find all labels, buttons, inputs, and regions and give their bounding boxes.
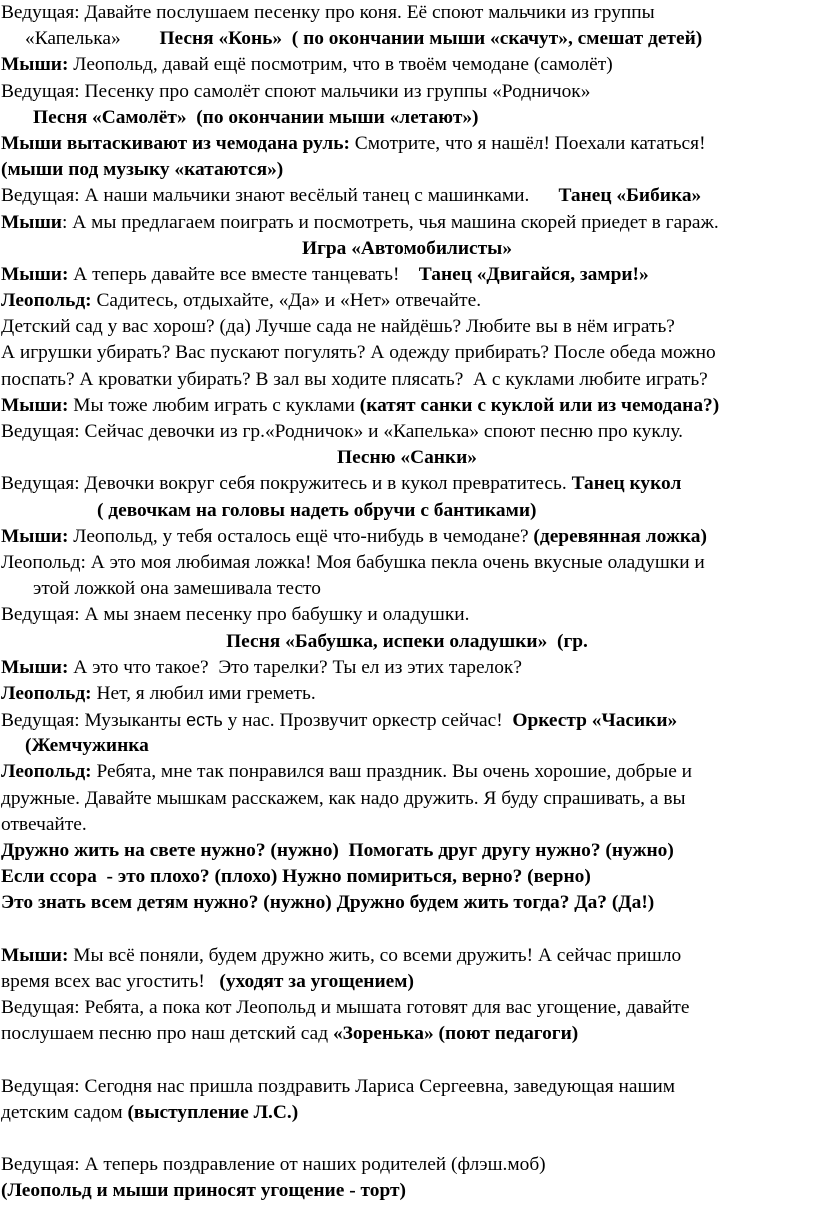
text-line xyxy=(1,262,813,288)
bold-text: Песня «Бабушка, испеки оладушки» (гр. xyxy=(226,630,588,652)
text-line xyxy=(1,340,813,366)
text-line xyxy=(1,210,813,236)
text-line xyxy=(1,1100,813,1126)
text-run: : А мы предлагаем поиграть и посмотреть, чья машина скорей приедет в гараж. xyxy=(61,211,719,233)
text-run: Ведущая: Сегодня нас пришла поздравить Лариса Сергеевна, заведующая нашим xyxy=(1,1075,676,1097)
text-line xyxy=(1,471,813,497)
text-run: Смотрите, что я нашёл! Поехали кататься! xyxy=(349,132,706,154)
bold-text: Песню «Санки» xyxy=(337,447,477,469)
bold-text: Танец «Двигайся, замри!» xyxy=(418,263,649,285)
text-line xyxy=(1,314,813,340)
text-line xyxy=(1,812,813,838)
text-line xyxy=(1,367,813,393)
bold-text: Танец кукол xyxy=(571,473,682,495)
bold-text: (выступление Л.С.) xyxy=(127,1101,299,1123)
text-run: Ведущая: Песенку про самолёт споют мальчики из группы «Родничок» xyxy=(1,80,591,102)
bold-text: (Жемчужинка xyxy=(25,735,149,757)
text-line xyxy=(1,707,813,733)
bold-text: Мыши: xyxy=(1,525,69,547)
text-run: время всех вас угостить! xyxy=(1,970,220,992)
blank-line xyxy=(1,917,813,943)
text-line xyxy=(1,629,813,655)
text-line xyxy=(1,183,813,209)
bold-text: Мыши: xyxy=(1,944,69,966)
bold-text: Мыши: xyxy=(1,263,69,285)
bold-text: Леопольд: xyxy=(1,761,92,783)
text-run: Мы всё поняли, будем дружно жить, со всеми дружить! А сейчас пришло xyxy=(68,944,682,966)
text-line xyxy=(1,236,813,262)
text-line xyxy=(1,1074,813,1100)
bold-text: ( девочкам на головы надеть обручи с бантиками) xyxy=(97,499,537,521)
bold-text: Мыши вытаскивают из чемодана руль: xyxy=(1,132,350,154)
text-line xyxy=(1,26,813,52)
bold-text: Дружно жить на свете нужно? (нужно) Помогать друг другу нужно? (нужно) xyxy=(1,840,674,861)
bold-text: (уходят за угощением) xyxy=(219,970,414,992)
text-run: Ребята, мне так понравился ваш праздник. Вы очень хорошие, добрые и xyxy=(91,761,693,783)
bold-text: Если ссора - это плохо? (плохо) Нужно помириться, верно? (верно) xyxy=(1,866,591,888)
text-run: у нас. Прозвучит оркестр сейчас! xyxy=(222,710,513,732)
bold-text: (катят санки с куклой или из чемодана?) xyxy=(359,394,720,416)
text-line xyxy=(1,576,813,602)
text-line xyxy=(1,969,813,995)
text-line xyxy=(1,52,813,78)
bold-text: Песня «Самолёт» (по окончании мыши «летают») xyxy=(33,106,479,128)
bold-text: Игра «Автомобилисты» xyxy=(301,237,513,259)
bold-text: Мыши: xyxy=(1,54,69,76)
text-line xyxy=(1,288,813,314)
text-run: А игрушки убирать? Вас пускают погулять? А одежду прибирать? После обеда можно xyxy=(1,342,716,364)
bold-text: «Зоренька» (поют педагоги) xyxy=(332,1023,579,1045)
text-line xyxy=(1,393,813,419)
text-run: Леопольд, у тебя осталось ещё что-нибудь в чемодане? xyxy=(68,525,534,547)
text-run: Ведущая: Ребята, а пока кот Леопольд и мышата готовят для вас угощение, давайте xyxy=(1,997,690,1019)
text-line xyxy=(1,550,813,576)
bold-text: Леопольд: xyxy=(1,682,92,704)
text-run: детским садом xyxy=(1,1101,128,1123)
text-run: Ведущая: Давайте послушаем песенку про коня. Её споют мальчики из группы xyxy=(1,2,655,23)
text-line xyxy=(1,419,813,445)
bold-text: Это знать всем детям нужно? (нужно) Дружно будем жить тогда? Да? (Да!) xyxy=(1,892,655,914)
text-line xyxy=(1,890,813,916)
text-run: Мы тоже любим играть с куклами xyxy=(68,394,360,416)
text-line xyxy=(1,79,813,105)
text-line xyxy=(1,131,813,157)
text-line xyxy=(1,995,813,1021)
text-line xyxy=(1,498,813,524)
bold-text: Мыши xyxy=(1,211,62,233)
text-run: Ведущая: А теперь поздравление от наших родителей (флэш.моб) xyxy=(1,1154,546,1176)
text-line xyxy=(1,602,813,628)
text-line xyxy=(1,1178,813,1204)
bold-text: Танец «Бибика» xyxy=(558,185,702,207)
text-run: Детский сад у вас хорош? (да) Лучше сада не найдёшь? Любите вы в нём играть? xyxy=(1,316,675,338)
bold-text: Мыши: xyxy=(1,656,69,678)
text-line xyxy=(1,1152,813,1178)
text-line xyxy=(1,105,813,131)
text-line xyxy=(1,445,813,471)
text-run: «Капелька» xyxy=(25,28,160,50)
text-run: Ведущая: А мы знаем песенку про бабушку и оладушки. xyxy=(1,604,470,626)
text-run: послушаем песню про наш детский сад xyxy=(1,1023,333,1045)
text-run: Ведущая: Музыканты xyxy=(1,710,187,732)
text-line xyxy=(1,864,813,890)
text-line xyxy=(1,733,813,759)
text-line xyxy=(1,759,813,785)
bold-text: Оркестр «Часики» xyxy=(512,710,678,732)
text-run: этой ложкой она замешивала тесто xyxy=(33,578,321,600)
text-run: Леопольд, давай ещё посмотрим, что в твоём чемодане (самолёт) xyxy=(68,54,613,76)
bold-text: (мыши под музыку «катаются») xyxy=(1,159,284,181)
bold-text: Песня «Конь» ( по окончании мыши «скачут», смешат детей) xyxy=(159,28,703,50)
text-run: дружные. Давайте мышкам расскажем, как надо дружить. Я буду спрашивать, а вы xyxy=(1,787,686,809)
bold-text: (деревянная ложка) xyxy=(533,525,707,547)
text-line xyxy=(1,786,813,812)
text-line xyxy=(1,943,813,969)
text-line xyxy=(1,0,813,26)
text-run: Ведущая: Сейчас девочки из гр.«Родничок» и «Капелька» споют песню про куклу. xyxy=(1,421,684,442)
text-run: есть xyxy=(186,710,223,731)
text-run: Нет, я любил ими греметь. xyxy=(91,682,316,704)
text-run: поспать? А кроватки убирать? В зал вы ходите плясать? А с куклами любите играть? xyxy=(1,368,708,390)
bold-text: (Леопольд и мыши приносят угощение - торт) xyxy=(1,1180,406,1202)
text-line xyxy=(1,157,813,183)
text-run: Ведущая: А наши мальчики знают весёлый танец с машинками. xyxy=(1,185,559,207)
text-line xyxy=(1,655,813,681)
text-run: Ведущая: Девочки вокруг себя покружитесь и в кукол превратитесь. xyxy=(1,473,572,495)
text-line xyxy=(1,1021,813,1047)
text-run: Леопольд: А это моя любимая ложка! Моя бабушка пекла очень вкусные оладушки и xyxy=(1,551,705,573)
script-document xyxy=(1,0,813,1205)
text-line xyxy=(1,524,813,550)
bold-text: Леопольд: xyxy=(1,290,92,312)
blank-line xyxy=(1,1126,813,1152)
text-line xyxy=(1,681,813,707)
text-run: отвечайте. xyxy=(1,813,87,835)
text-run: А это что такое? Это тарелки? Ты ел из этих тарелок? xyxy=(68,656,522,678)
blank-line xyxy=(1,1048,813,1074)
text-run: Садитесь, отдыхайте, «Да» и «Нет» отвечайте. xyxy=(91,290,482,312)
bold-text: Мыши: xyxy=(1,394,69,416)
text-line xyxy=(1,838,813,864)
text-run: А теперь давайте все вместе танцевать! xyxy=(68,263,419,285)
